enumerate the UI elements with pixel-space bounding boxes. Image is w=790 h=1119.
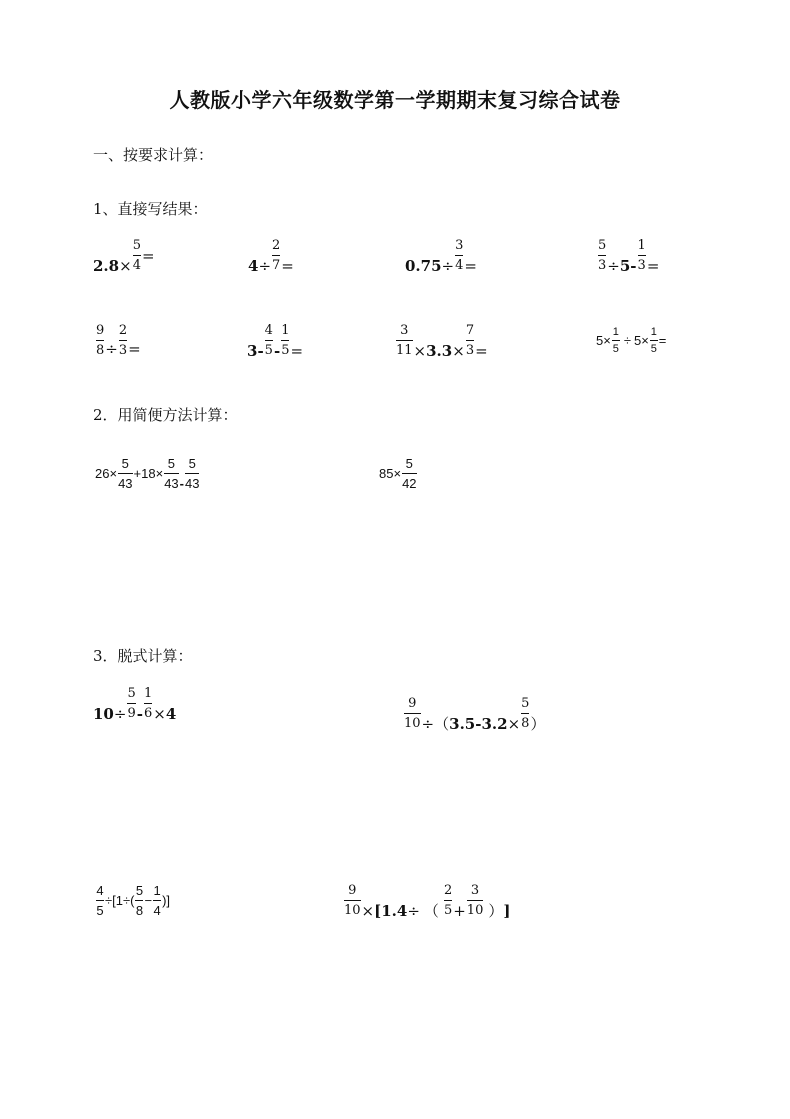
paren-open: （ xyxy=(423,902,439,920)
fraction-bar xyxy=(281,340,289,341)
fraction-bar xyxy=(265,340,273,341)
denominator: 10 xyxy=(404,716,421,731)
equals-sign: = xyxy=(141,246,155,265)
fraction xyxy=(164,456,178,491)
denominator: 4 xyxy=(153,903,161,918)
fraction-bar xyxy=(638,255,646,256)
fraction xyxy=(144,686,152,721)
denominator: 3 xyxy=(598,258,607,273)
fraction xyxy=(272,238,280,273)
fraction xyxy=(265,323,273,358)
number: 5 xyxy=(596,333,604,348)
numerator: 2 xyxy=(272,238,281,253)
operator: ÷ xyxy=(623,333,631,348)
equals-sign: = xyxy=(475,341,488,360)
fraction-bar xyxy=(455,255,463,256)
operator: ÷ xyxy=(607,256,620,275)
numerator: 9 xyxy=(348,883,357,898)
denominator: 4 xyxy=(455,258,464,273)
denominator: 43 xyxy=(185,476,200,491)
denominator: 8 xyxy=(96,343,105,358)
fraction-bar xyxy=(404,713,421,714)
operator: × xyxy=(393,466,402,481)
numerator: 5 xyxy=(132,238,141,253)
operator: - xyxy=(475,714,482,733)
number: 26 xyxy=(95,466,110,481)
fraction-bar xyxy=(153,900,161,901)
paren-open: （ xyxy=(434,715,450,733)
fraction xyxy=(402,456,416,491)
operator: + xyxy=(133,466,142,481)
number: 2.8 xyxy=(93,256,120,275)
number: 3.3 xyxy=(426,341,453,360)
problem-1-1 xyxy=(93,238,155,283)
fraction-bar xyxy=(444,900,452,901)
operator: ÷ xyxy=(441,256,455,275)
equals-sign: = xyxy=(290,341,304,360)
operator: ÷ xyxy=(113,704,127,723)
denominator: 4 xyxy=(132,258,141,273)
fraction-bar xyxy=(466,340,474,341)
fraction xyxy=(133,238,141,273)
fraction xyxy=(153,883,161,918)
numerator: 5 xyxy=(121,456,129,471)
operator: × xyxy=(361,901,375,920)
problem-3-2 xyxy=(403,696,545,731)
operator: ÷ xyxy=(105,893,113,908)
fraction-bar xyxy=(467,900,484,901)
number: 4 xyxy=(248,256,259,275)
fraction-bar xyxy=(598,255,606,256)
denominator: 5 xyxy=(264,343,273,358)
problem-3-4 xyxy=(343,883,510,918)
fraction xyxy=(455,238,463,273)
part-2-heading: 2．用简便方法计算： xyxy=(93,406,238,424)
page-title: 人教版小学六年级数学第一学期期末复习综合试卷 xyxy=(169,88,621,112)
fraction-bar xyxy=(164,473,178,474)
fraction xyxy=(466,323,474,358)
denominator: 10 xyxy=(466,903,484,918)
problem-2-2 xyxy=(379,456,418,491)
operator: × xyxy=(109,466,118,481)
fraction-bar xyxy=(144,703,152,704)
numerator: 5 xyxy=(167,456,176,471)
part-1-heading: 1、直接写结果： xyxy=(93,200,208,218)
fraction-bar xyxy=(96,900,104,901)
number: 0.75 xyxy=(405,256,442,275)
problem-3-1 xyxy=(93,686,177,731)
bracket-close: ] xyxy=(166,893,171,908)
problem-1-6 xyxy=(247,323,303,358)
bracket-open: [ xyxy=(112,893,116,908)
number: 4 xyxy=(165,704,177,723)
problem-1-8 xyxy=(596,326,666,355)
fraction xyxy=(467,883,484,918)
fraction xyxy=(96,323,104,358)
problem-2-1 xyxy=(95,456,200,491)
operator: + xyxy=(453,901,466,920)
problem-1-7 xyxy=(395,323,488,358)
fraction-bar xyxy=(402,473,416,474)
fraction xyxy=(96,883,104,918)
numerator: 1 xyxy=(650,326,657,338)
denominator: 43 xyxy=(164,476,179,491)
paren-close: ） xyxy=(488,902,504,920)
equals-sign: = xyxy=(464,256,477,275)
numerator: 9 xyxy=(408,696,417,711)
fraction-bar xyxy=(118,473,132,474)
number: 5 xyxy=(633,333,642,348)
fraction xyxy=(521,696,529,731)
number: 10 xyxy=(93,704,114,723)
fraction-bar xyxy=(521,713,529,714)
numerator: 1 xyxy=(281,323,290,338)
equals-sign: = xyxy=(646,256,660,275)
number: 1.4 xyxy=(381,901,408,920)
number: 18 xyxy=(141,466,156,481)
numerator: 1 xyxy=(143,686,153,701)
fraction-bar xyxy=(185,473,199,474)
fraction-bar xyxy=(272,255,280,256)
operator: - xyxy=(136,704,143,723)
numerator: 5 xyxy=(188,456,196,471)
fraction xyxy=(650,326,658,355)
paren-close: ) xyxy=(162,893,167,908)
number: 3 xyxy=(247,341,258,360)
numerator: 9 xyxy=(96,323,105,338)
denominator: 3 xyxy=(637,258,646,273)
problem-3-3 xyxy=(95,883,170,918)
problem-1-5 xyxy=(95,323,141,358)
problem-1-2 xyxy=(248,238,294,283)
numerator: 5 xyxy=(598,238,607,253)
equals-sign: = xyxy=(128,339,141,358)
number: 5 xyxy=(619,256,631,275)
fraction xyxy=(404,696,421,731)
fraction-bar xyxy=(650,340,658,341)
operator: ÷ xyxy=(105,339,118,358)
operator: × xyxy=(119,256,132,275)
fraction-bar xyxy=(127,703,135,704)
numerator: 1 xyxy=(612,326,619,338)
fraction-bar xyxy=(133,255,141,256)
fraction xyxy=(612,326,620,355)
denominator: 5 xyxy=(281,343,290,358)
numerator: 5 xyxy=(521,696,530,711)
fraction-bar xyxy=(612,340,620,341)
numerator: 3 xyxy=(455,238,464,253)
fraction xyxy=(444,883,452,918)
number: 3.5 xyxy=(449,714,476,733)
denominator: 43 xyxy=(118,476,133,491)
operator: × xyxy=(413,341,427,360)
denominator: 6 xyxy=(143,706,153,721)
fraction xyxy=(344,883,361,918)
fraction xyxy=(598,238,606,273)
operator: × xyxy=(603,333,611,348)
operator: ÷ xyxy=(258,256,272,275)
numerator: 4 xyxy=(96,883,104,898)
equals-sign: = xyxy=(658,333,667,348)
denominator: 9 xyxy=(127,706,136,721)
denominator: 7 xyxy=(272,258,281,273)
fraction xyxy=(396,323,413,358)
equals-sign: = xyxy=(281,256,294,275)
numerator: 5 xyxy=(405,456,413,471)
operator: - xyxy=(179,476,184,491)
operator: × xyxy=(155,466,164,481)
denominator: 5 xyxy=(612,343,619,355)
part-3-heading: 3．脱式计算： xyxy=(93,647,193,665)
number: 1 xyxy=(115,893,123,908)
denominator: 5 xyxy=(650,343,657,355)
denominator: 42 xyxy=(402,476,417,491)
denominator: 8 xyxy=(521,716,530,731)
fraction-bar xyxy=(96,340,104,341)
denominator: 5 xyxy=(443,903,453,918)
denominator: 3 xyxy=(118,343,128,358)
fraction xyxy=(281,323,289,358)
numerator: 7 xyxy=(465,323,475,338)
operator: − xyxy=(144,893,153,908)
operator: - xyxy=(257,341,264,360)
number: 3.2 xyxy=(481,714,508,733)
fraction xyxy=(118,456,132,491)
operator: ÷ xyxy=(407,901,420,920)
problem-1-4 xyxy=(597,238,660,283)
paren-open: ( xyxy=(130,893,135,908)
numerator: 2 xyxy=(443,883,453,898)
numerator: 3 xyxy=(400,323,409,338)
denominator: 3 xyxy=(465,343,475,358)
operator: ÷ xyxy=(421,714,435,733)
number: 85 xyxy=(379,466,394,481)
numerator: 5 xyxy=(127,686,136,701)
fraction-bar xyxy=(135,900,143,901)
operator: × xyxy=(153,704,166,723)
operator: × xyxy=(641,333,649,348)
problem-1-3 xyxy=(405,238,477,283)
denominator: 5 xyxy=(96,903,104,918)
fraction xyxy=(127,686,135,721)
operator: × xyxy=(507,714,521,733)
fraction xyxy=(119,323,127,358)
fraction xyxy=(185,456,199,491)
operator: - xyxy=(273,341,281,360)
paren-close: ） xyxy=(530,715,546,733)
bracket-open: [ xyxy=(374,901,382,920)
numerator: 1 xyxy=(637,238,646,253)
operator: ÷ xyxy=(123,893,131,908)
numerator: 5 xyxy=(135,883,144,898)
denominator: 8 xyxy=(135,903,144,918)
fraction xyxy=(135,883,143,918)
section-1-heading: 一、按要求计算： xyxy=(93,146,214,164)
denominator: 11 xyxy=(396,343,413,358)
operator: × xyxy=(452,341,465,360)
numerator: 3 xyxy=(470,883,480,898)
fraction-bar xyxy=(119,340,127,341)
fraction-bar xyxy=(344,900,361,901)
fraction-bar xyxy=(396,340,413,341)
operator: - xyxy=(630,256,637,275)
numerator: 4 xyxy=(264,323,273,338)
bracket-close: ] xyxy=(503,901,511,920)
numerator: 2 xyxy=(118,323,128,338)
denominator: 10 xyxy=(344,903,361,918)
numerator: 1 xyxy=(153,883,161,898)
fraction xyxy=(638,238,646,273)
